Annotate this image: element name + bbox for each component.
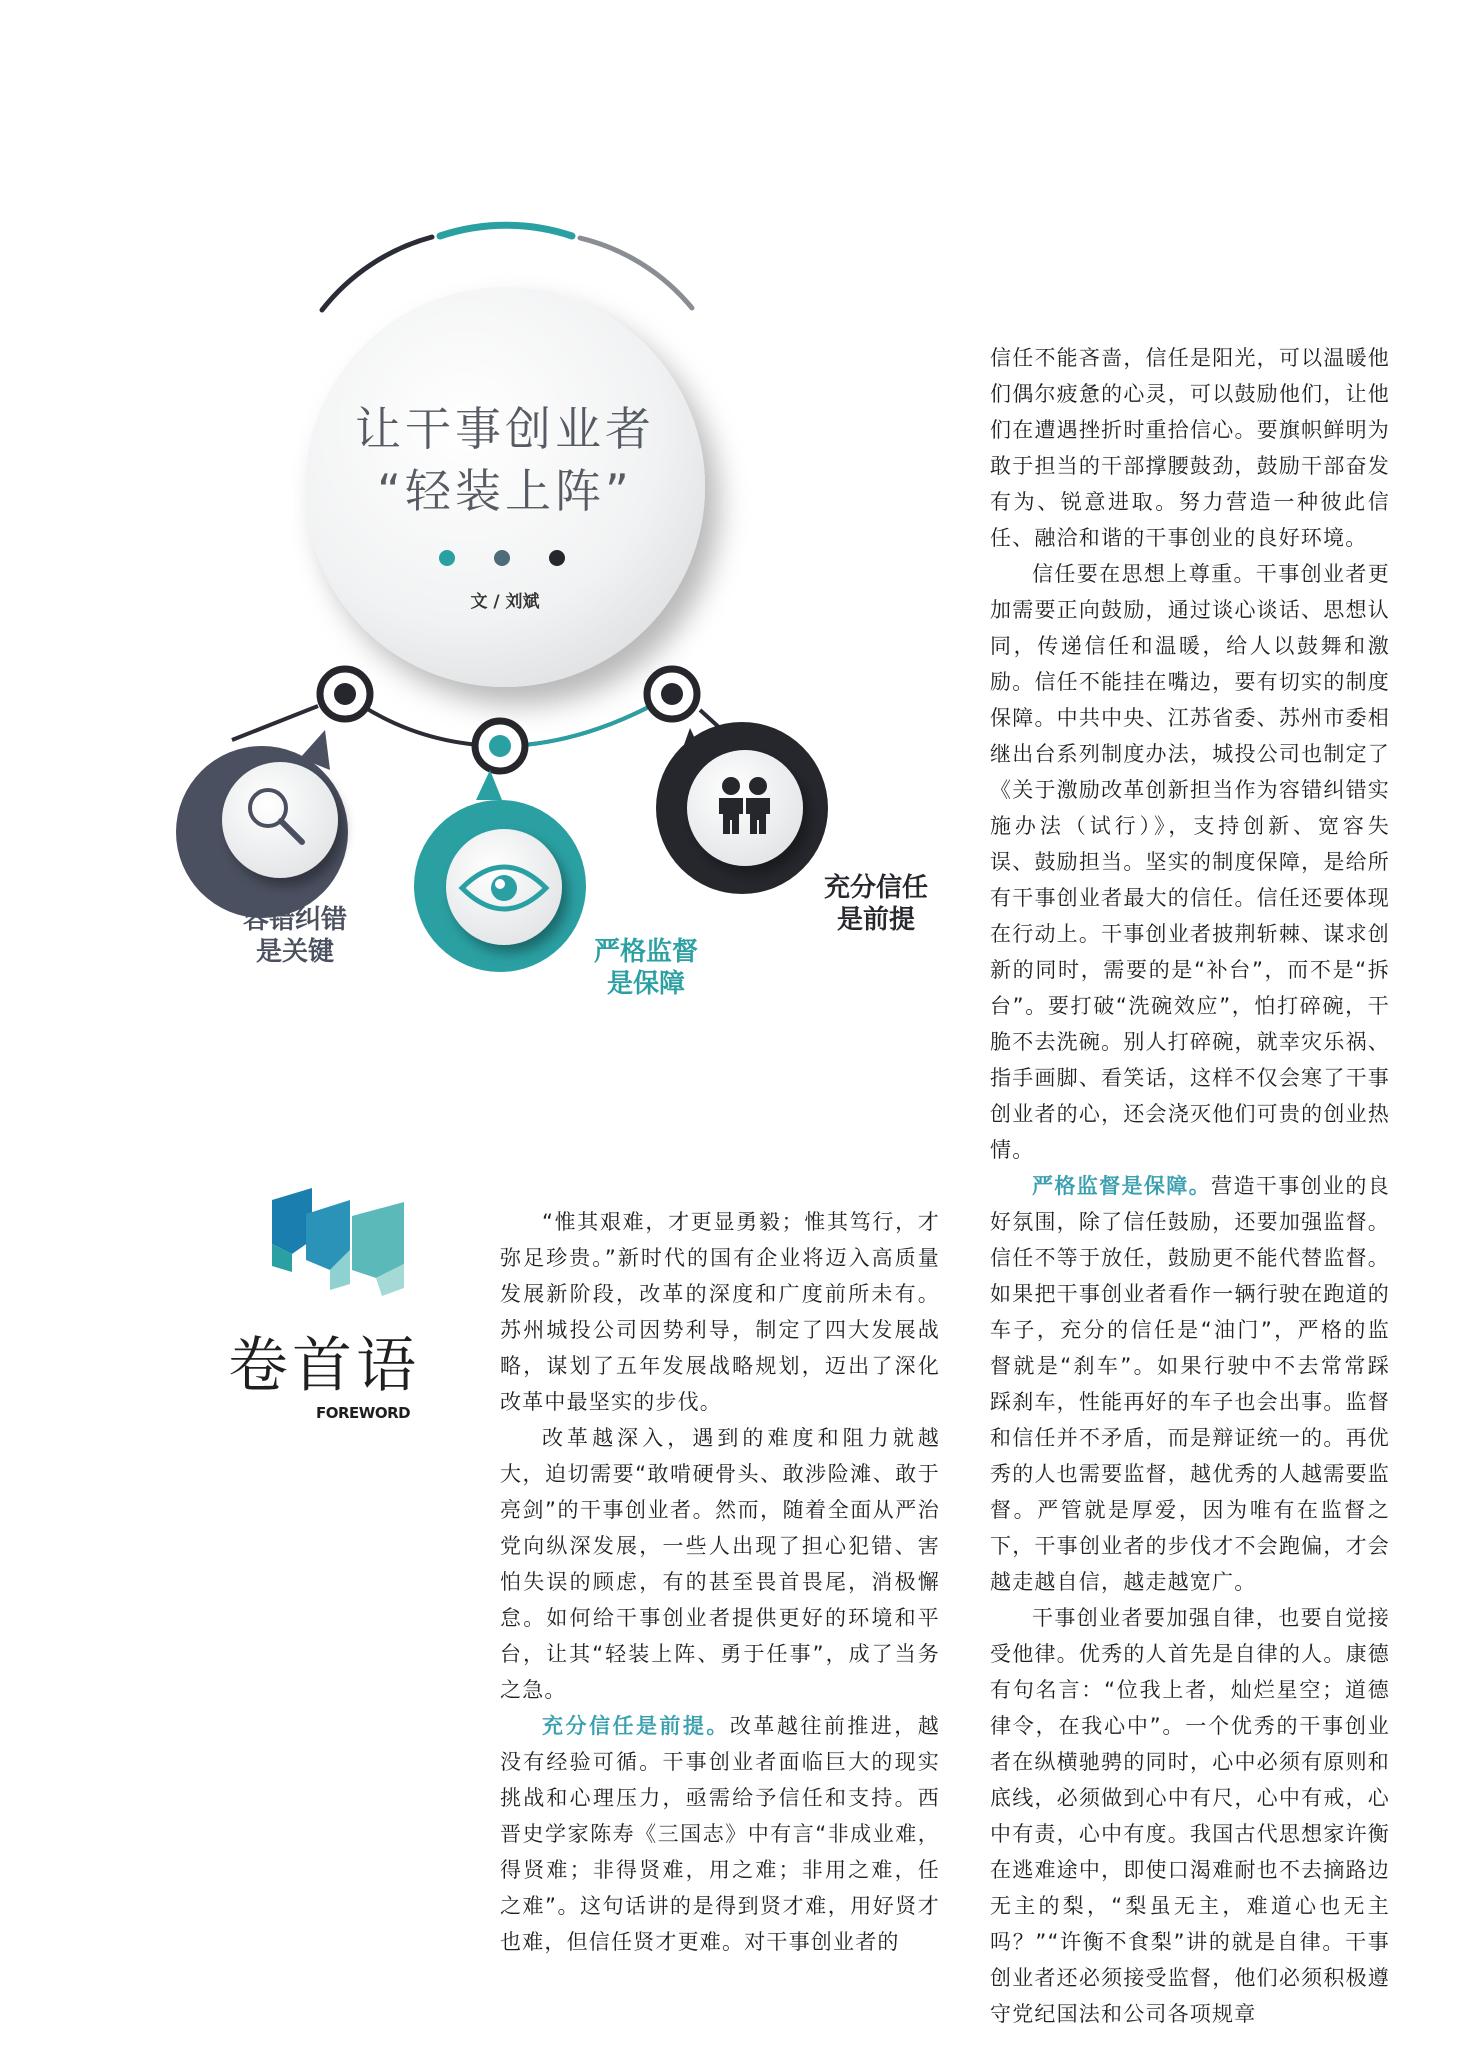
title-line-1: 让干事创业者 [355, 402, 655, 456]
dot-slate [494, 550, 510, 566]
article-title [295, 398, 715, 522]
node-ring-right [647, 669, 697, 719]
column-subtitle: FOREWORD [316, 1404, 411, 1422]
eye-badge [414, 770, 586, 972]
foreword-logo-icon [264, 1180, 414, 1310]
section-heading: 充分信任是前提。 [542, 1714, 730, 1738]
paragraph: 严格监督是保障。营造干事创业的良好氛围，除了信任鼓励，还要加强监督。信任不等于放任，鼓励更不能代替监督。如果把干事创业者看作一辆行驶在跑道的车子，充分的信任是“油门”，严格的监督就是“刹车”。如果行驶中不去常常踩踩刹车，性能再好的车子也会出事。监督和信任并不矛盾，而是辩证统一的。再优秀的人也需要监督，越优秀的人越需要监督。严管就是厚爱，因为唯有在监督之下，干事创业者的步伐才不会跑偏，才会越走越自信，越走越宽广。 [990, 1174, 1390, 1594]
section-heading: 严格监督是保障。 [1032, 1174, 1212, 1198]
author-byline: 文 / 刘斌 [470, 592, 540, 612]
label-fault-tolerance: 容错纠错 是关键 [242, 905, 347, 967]
node-ring-middle [475, 721, 525, 771]
paragraph: 信任不能吝啬，信任是阳光，可以温暖他们偶尔疲惫的心灵，可以鼓励他们，让他们在遭遇挫折时重拾信心。要旗帜鲜明为敢于担当的干部撑腰鼓劲，鼓励干部奋发有为、锐意进取。努力营造一种彼此信任、融洽和谐的干事创业的良好环境。 [990, 346, 1390, 550]
label-supervision: 严格监督 是保障 [593, 937, 698, 999]
dot-teal [439, 550, 455, 566]
node-ring-left [320, 669, 370, 719]
column-title: 卷首语 [228, 1331, 420, 1401]
left-column [500, 1204, 940, 1960]
paragraph: 信任要在思想上尊重。干事创业者更加需要正向鼓励，通过谈心谈话、思想认同，传递信任和温暖，给人以鼓舞和激励。信任不能挂在嘴边，要有切实的制度保障。中共中央、江苏省委、苏州市委相继出台系列制度办法，城投公司也制定了《关于激励改革创新担当作为容错纠错实施办法（试行）》，支持创新、宽容失误、鼓励担当。坚实的制度保障，是给所有干事创业者最大的信任。信任还要体现在行动上。干事创业者披荆斩棘、谋求创新的同时，需要的是“补台”，而不是“拆台”。要打破“洗碗效应”，怕打碎碗，干脆不去洗碗。别人打碎碗，就幸灾乐祸、指手画脚、看笑话，这样不仅会寒了干事创业者的心，还会浇灭他们可贵的创业热情。 [990, 562, 1390, 1162]
right-column [990, 340, 1390, 2032]
label-trust: 充分信任 是前提 [823, 873, 928, 935]
dot-dark [549, 550, 565, 566]
paragraph: “惟其艰难，才更显勇毅；惟其笃行，才弥足珍贵。”新时代的国有企业将迈入高质量发展新阶段，改革的深度和广度前所未有。苏州城投公司因势利导，制定了四大发展战略，谋划了五年发展战略规划，迈出了深化改革中最坚实的步伐。 [500, 1210, 940, 1414]
paragraph: 改革越深入，遇到的难度和阻力就越大，迫切需要“敢啃硬骨头、敢涉险滩、敢于亮剑”的干事创业者。然而，随着全面从严治党向纵深发展，一些人出现了担心犯错、害怕失误的顾虑，有的甚至畏首畏尾，消极懈怠。如何给干事创业者提供更好的环境和平台，让其“轻装上阵、勇于任事”，成了当务之急。 [500, 1426, 940, 1702]
title-line-2: “轻装上阵” [377, 464, 633, 518]
paragraph: 充分信任是前提。改革越往前推进，越没有经验可循。干事创业者面临巨大的现实挑战和心理压力，亟需给予信任和支持。西晋史学家陈寿《三国志》中有言“非成业难，得贤难；非得贤难，用之难；非用之难，任之难”。这句话讲的是得到贤才难，用好贤才也难，但信任贤才更难。对干事创业者的 [500, 1714, 940, 1954]
paragraph: 干事创业者要加强自律，也要自觉接受他律。优秀的人首先是自律的人。康德有句名言：“位我上者，灿烂星空；道德律令，在我心中”。一个优秀的干事创业者在纵横驰骋的同时，心中必须有原则和底线，必须做到心中有尺，心中有戒，心中有责，心中有度。我国古代思想家许衡在逃难途中，即使口渴难耐也不去摘路边无主的梨，“梨虽无主，难道心也无主吗？”“许衡不食梨”讲的就是自律。干事创业者还必须接受监督，他们必须积极遵守党纪国法和公司各项规章 [990, 1606, 1390, 2026]
